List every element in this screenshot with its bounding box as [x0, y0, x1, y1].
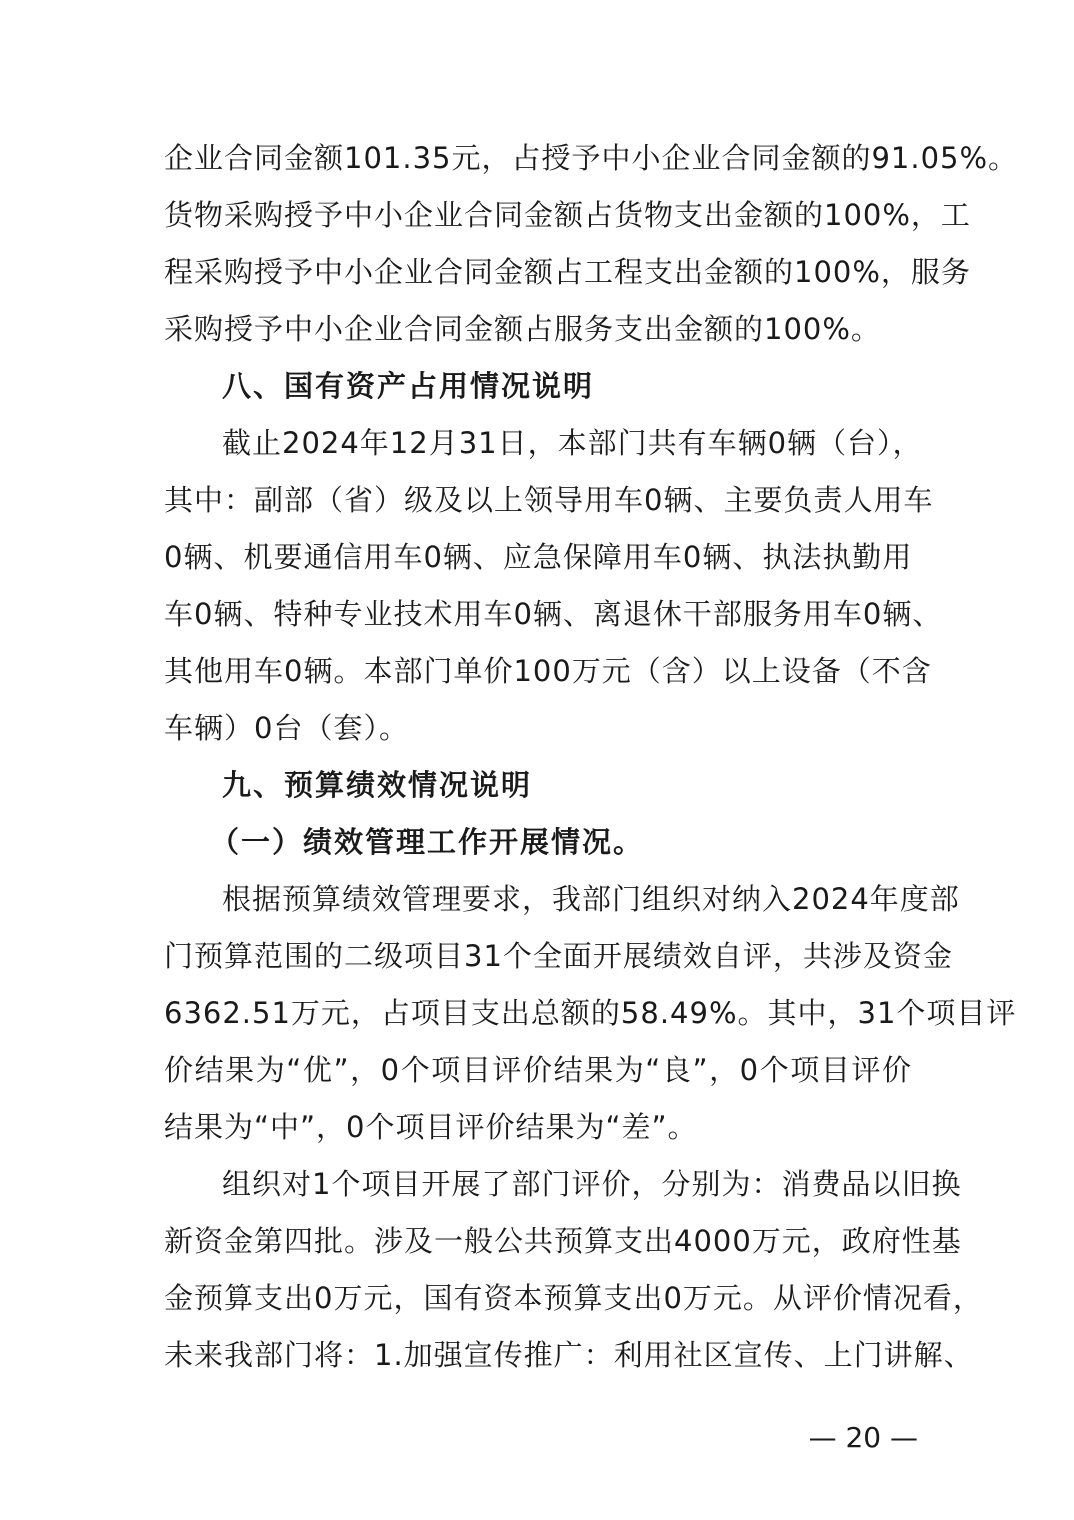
text-line: 价结果为“优”，0个项目评价结果为“良”，0个项目评价	[164, 1053, 912, 1087]
page-number: — 20 —	[808, 1421, 918, 1454]
text-line: 程采购授予中小企业合同金额占工程支出金额的100%，服务	[164, 255, 971, 289]
text-line: 车0辆、特种专业技术用车0辆、离退休干部服务用车0辆、	[164, 597, 943, 631]
text-line: 结果为“中”，0个项目评价结果为“差”。	[164, 1110, 698, 1144]
text-line: 企业合同金额101.35元，占授予中小企业合同金额的91.05%。	[164, 141, 1019, 175]
text-line: 金预算支出0万元，国有资本预算支出0万元。从评价情况看，	[164, 1281, 983, 1315]
text-line: 采购授予中小企业合同金额占服务支出金额的100%。	[164, 312, 881, 346]
text-line: 未来我部门将：1.加强宣传推广：利用社区宣传、上门讲解、	[164, 1338, 974, 1372]
text-line: 其中：副部（省）级及以上领导用车0辆、主要负责人用车	[164, 483, 934, 517]
section-heading-8: 八、国有资产占用情况说明	[222, 369, 595, 403]
text-line: 根据预算绩效管理要求，我部门组织对纳入2024年度部	[222, 882, 960, 916]
text-line: 货物采购授予中小企业合同金额占货物支出金额的100%，工	[164, 198, 971, 232]
text-line: 0辆、机要通信用车0辆、应急保障用车0辆、执法执勤用	[164, 540, 913, 574]
section-heading-9: 九、预算绩效情况说明	[222, 768, 533, 802]
subsection-heading-1: （一）绩效管理工作开展情况。	[210, 825, 645, 859]
text-line: 6362.51万元，占项目支出总额的58.49%。其中，31个项目评	[164, 996, 1017, 1030]
text-line: 组织对1个项目开展了部门评价，分别为：消费品以旧换	[222, 1167, 962, 1201]
text-line: 新资金第四批。涉及一般公共预算支出4000万元，政府性基	[164, 1224, 962, 1258]
text-line: 车辆）0台（套）。	[164, 711, 409, 745]
text-line: 门预算范围的二级项目31个全面开展绩效自评，共涉及资金	[164, 939, 953, 973]
text-line: 截止2024年12月31日，本部门共有车辆0辆（台），	[222, 426, 923, 460]
text-line: 其他用车0辆。本部门单价100万元（含）以上设备（不含	[164, 654, 932, 688]
